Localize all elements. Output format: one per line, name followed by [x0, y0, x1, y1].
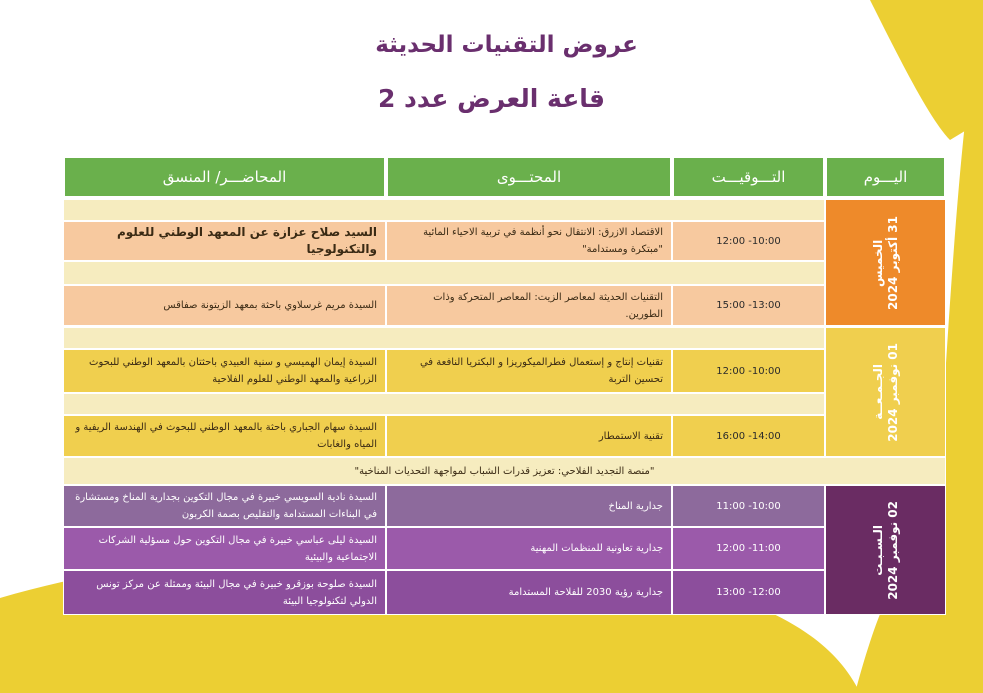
speaker-cell: السيدة صلوحة بوزقرو خبيرة في مجال البيئة وممثلة عن مركز تونس الدولي لتكنولوجيا البيئة	[63, 570, 386, 615]
day-name: الجـمـعــة	[870, 364, 885, 420]
day-thursday	[825, 199, 946, 326]
time-cell: 10:00- 11:00	[672, 485, 825, 527]
speaker-cell: السيدة سهام الجباري باحثة بالمعهد الوطني للبحوث في الهندسة الريفية و المياه والغابات	[63, 415, 386, 457]
topic-cell: التقنيات الحديثة لمعاصر الزيت: المعاصر المتحركة وذات الطورين.	[386, 285, 672, 326]
page-title: عروض التقنيات الحديثة	[375, 32, 638, 58]
topic-cell: جدارية تعاونية للمنظمات المهنية	[386, 527, 672, 570]
header-day: اليـــوم	[825, 156, 946, 198]
day-name: الـسـبـت	[870, 524, 885, 576]
platform-note: "منصة التجديد الفلاحي: تعزيز قدرات الشباب لمواجهة التحديات المناخية"	[63, 457, 946, 485]
speaker-cell: السيد صلاح عزازة عن المعهد الوطني للعلوم والتكنولوجيا	[63, 221, 386, 261]
speaker-cell: السيدة نادية السويسي خبيرة في مجال التكوين بجدارية المناخ ومستشارة في البناءات المستدامة والتقليص بصمة الكربون	[63, 485, 386, 527]
time-cell: 10:00- 12:00	[672, 349, 825, 393]
time-cell: 11:00- 12:00	[672, 527, 825, 570]
day-date: 02 نوفمبر 2024	[885, 500, 900, 600]
time-cell: 10:00- 12:00	[672, 221, 825, 261]
day-friday	[825, 327, 946, 457]
day-date: 01 نوفمبر 2024	[885, 342, 900, 442]
hall-subtitle: قاعة العرض عدد 2	[377, 84, 606, 113]
day-saturday	[825, 485, 946, 615]
header-speaker: المحاضـــر/ المنسق	[63, 156, 386, 198]
speaker-cell: السيدة إيمان الهميسي و سنية العبيدي باحثتان بالمعهد الوطني للبحوث الزراعية والمعهد الوطني للعلوم الفلاحية	[63, 349, 386, 393]
topic-cell: جدارية المناخ	[386, 485, 672, 527]
schedule-table	[63, 156, 946, 615]
day-name: الخميس	[870, 238, 885, 287]
spacer-row	[63, 199, 825, 221]
spacer-row	[63, 393, 825, 415]
header-content: المحتـــوى	[386, 156, 672, 198]
spacer-row	[63, 261, 825, 285]
time-cell: 12:00- 13:00	[672, 570, 825, 615]
time-cell: 13:00- 15:00	[672, 285, 825, 326]
topic-cell: تقنية الاستمطار	[386, 415, 672, 457]
speaker-cell: السيدة ليلى عباسي خبيرة في مجال التكوين حول مسؤلية الشركات الاجتماعية والبيئية	[63, 527, 386, 570]
speaker-cell: السيدة مريم غرسلاوي باحثة بمعهد الزيتونة صفاقس	[63, 285, 386, 326]
spacer-row	[63, 327, 825, 349]
topic-cell: الاقتصاد الازرق: الانتقال نحو أنظمة في تربية الاحياء المائية "مبتكرة ومستدامة"	[386, 221, 672, 261]
topic-cell: جدارية رؤية 2030 للفلاحة المستدامة	[386, 570, 672, 615]
topic-cell: تقنيات إنتاج و إستعمال فطرالميكوريزا و البكتريا النافعة في تحسين التربة	[386, 349, 672, 393]
header-time: التـــوقيـــت	[672, 156, 825, 198]
time-cell: 14:00- 16:00	[672, 415, 825, 457]
day-date: 31 أكتوبر 2024	[885, 215, 900, 310]
